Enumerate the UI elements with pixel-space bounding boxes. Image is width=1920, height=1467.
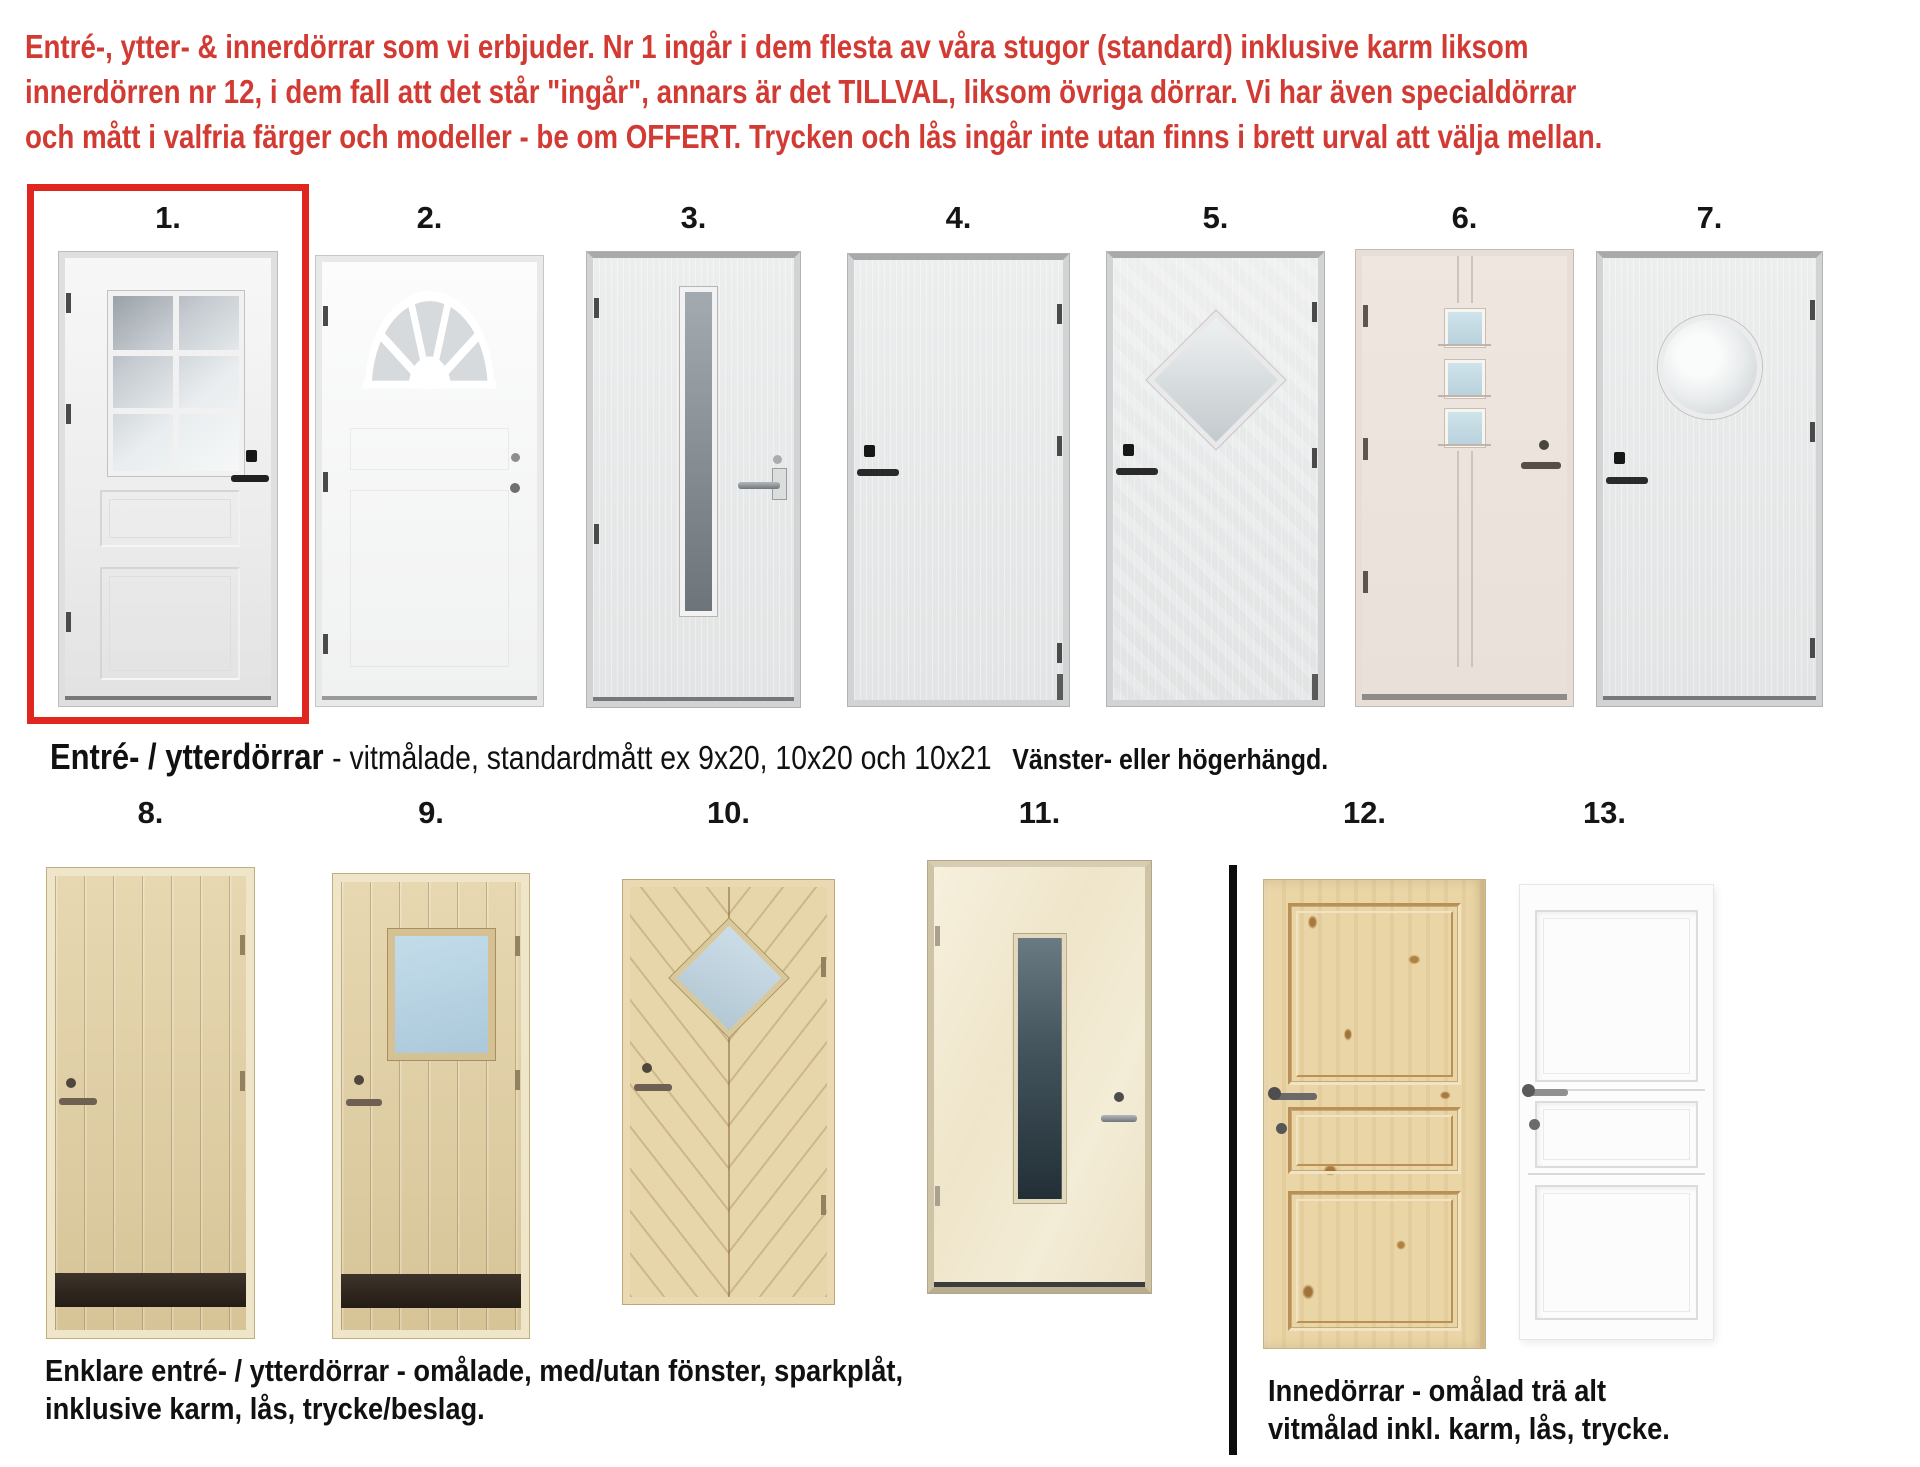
lock-icon [1276, 1123, 1287, 1134]
row2-caption-left [45, 1352, 1020, 1428]
lock-icon [864, 445, 875, 457]
intro-line-1: Entré-, ytter- & innerdörrar som vi erbjuder. Nr 1 ingår i dem flesta av våra stugor (standard) inklusive karm liksom [25, 28, 1529, 65]
door-12-image [1264, 880, 1485, 1348]
hinge-icon [1810, 300, 1815, 320]
lock-icon [1614, 452, 1625, 464]
door-11-number: 11. [1018, 795, 1061, 830]
row1-caption-title: Entré- / ytterdörrar [50, 736, 324, 777]
door-12-panel [1288, 1107, 1460, 1174]
hinge-icon [1057, 643, 1062, 663]
door-12-panel [1288, 1191, 1460, 1330]
hinge-icon [515, 936, 520, 956]
door-handle-icon [1116, 468, 1158, 475]
hinge-icon [935, 1186, 940, 1206]
hinge-icon [1810, 422, 1815, 442]
row2-caption-left-line2: inklusive karm, lås, trycke/beslag. [45, 1391, 485, 1426]
door-2-panel [350, 428, 509, 469]
lock-icon [511, 453, 520, 462]
door-10-image [623, 880, 834, 1304]
hinge-icon [66, 293, 71, 313]
door-3-number: 3. [680, 200, 707, 235]
row2-caption-right-line2: vitmålad inkl. karm, lås, trycke. [1268, 1411, 1670, 1446]
door-handle-icon [59, 1098, 97, 1105]
door-3-window [680, 287, 716, 616]
lock-icon [1539, 440, 1549, 450]
row2-caption-left-line1: Enklare entré- / ytterdörrar - omålade, med/utan fönster, sparkplåt, [45, 1353, 904, 1388]
door-13-image [1519, 884, 1714, 1340]
door-4-number: 4. [945, 200, 972, 235]
door-13-number: 13. [1582, 795, 1627, 830]
door-2-panel [350, 490, 509, 667]
row1-caption-note: Vänster- eller högerhängd. [1012, 744, 1329, 776]
door-handle-icon [1606, 477, 1648, 484]
hinge-icon [515, 1070, 520, 1090]
hinge-icon [1363, 305, 1368, 327]
door-6-window [1445, 309, 1485, 347]
door-handle-icon [346, 1099, 382, 1106]
door-10-number: 10. [706, 795, 751, 830]
fan-window [363, 288, 496, 389]
door-edge-mark [1057, 674, 1063, 700]
door-6-window [1445, 409, 1485, 447]
row2-caption-right [1268, 1372, 1725, 1448]
hinge-icon [66, 612, 71, 632]
hinge-icon [1057, 436, 1062, 456]
door-5-diamond-window [1146, 311, 1285, 450]
row2-caption-right-line1: Innedörrar - omålad trä alt [1268, 1373, 1607, 1408]
hinge-icon [1312, 448, 1317, 468]
door-2-image [316, 256, 543, 706]
door-12-panel [1288, 903, 1460, 1085]
intro-line-3: och mått i valfria färger och modeller - be om OFFERT. Trycken och lås ingår inte utan finns i brett urval att välja mellan. [25, 118, 1603, 155]
intro-line-2: innerdörren nr 12, i dem fall att det står "ingår", annars är det TILLVAL, liksom övriga dörrar. Vi har även specialdörrar [25, 73, 1577, 110]
threshold [934, 1282, 1145, 1287]
window-muntin [173, 296, 179, 471]
lock-icon [246, 450, 257, 462]
door-9-number: 9. [418, 795, 444, 830]
door-8-image [47, 868, 254, 1338]
door-5-image [1107, 252, 1324, 706]
door-1-panel [100, 567, 240, 679]
hinge-icon [1363, 571, 1368, 593]
door-knob-icon [510, 483, 520, 493]
hinge-icon [66, 404, 71, 424]
door-9-image [333, 874, 529, 1338]
door-2-number: 2. [416, 200, 443, 235]
window-sill [1438, 344, 1491, 346]
threshold [322, 696, 537, 700]
door-handle-icon [1101, 1115, 1137, 1122]
door-7-round-window [1658, 315, 1762, 419]
kick-plate [341, 1274, 521, 1308]
threshold [593, 697, 794, 701]
door-6-window [1445, 360, 1485, 398]
hinge-icon [594, 298, 599, 318]
door-handle-icon [738, 482, 780, 489]
hinge-icon [1312, 302, 1317, 322]
hinge-icon [1057, 304, 1062, 324]
threshold [65, 696, 271, 700]
hinge-icon [1810, 638, 1815, 658]
door-edge-mark [1312, 674, 1318, 700]
door-6-groove [1457, 256, 1473, 303]
door-8-number: 8. [137, 795, 164, 830]
hinge-icon [935, 926, 940, 946]
door-1-number: 1. [155, 200, 181, 235]
hinge-icon [323, 306, 328, 326]
door-1-image [59, 252, 277, 706]
kick-plate [55, 1273, 246, 1307]
door-handle-icon [634, 1084, 672, 1091]
window-muntin [113, 350, 239, 356]
door-handle-icon [857, 469, 899, 476]
hinge-icon [240, 935, 245, 955]
lock-icon [773, 455, 782, 464]
lock-icon [1114, 1092, 1124, 1102]
door-13-panel [1535, 910, 1697, 1082]
row1-caption [50, 736, 1328, 778]
hinge-icon [240, 1071, 245, 1091]
door-1-panel [100, 490, 240, 547]
hinge-icon [323, 634, 328, 654]
door-7-image [1597, 252, 1822, 706]
lock-icon [66, 1078, 76, 1088]
door-6-image [1356, 250, 1573, 706]
door-handle-icon [231, 475, 269, 482]
door-12-number: 12. [1342, 795, 1387, 830]
hinge-icon [821, 957, 826, 977]
window-sill [1438, 395, 1491, 397]
door-13-panel [1535, 1185, 1697, 1321]
door-13-panel [1535, 1101, 1697, 1169]
hinge-icon [821, 1195, 826, 1215]
door-11-image [928, 861, 1151, 1293]
threshold [1362, 694, 1567, 700]
threshold [1603, 696, 1816, 700]
door-handle-icon [1521, 462, 1561, 469]
window-muntin [113, 408, 239, 414]
row1-caption-description: - vitmålade, standardmått ex 9x20, 10x20 och 10x21 [332, 739, 992, 776]
door-4-image [848, 254, 1069, 706]
hinge-icon [1363, 438, 1368, 460]
hinge-icon [594, 524, 599, 544]
door-1-window [108, 291, 244, 476]
door-13-rail-line [1528, 1173, 1706, 1175]
door-3-image [587, 252, 800, 707]
door-6-groove [1457, 451, 1473, 666]
door-6-number: 6. [1451, 200, 1478, 235]
section-divider [1229, 865, 1237, 1455]
lock-icon [354, 1075, 364, 1085]
window-sill [1438, 444, 1491, 446]
intro-text [25, 24, 1903, 159]
door-5-number: 5. [1202, 200, 1229, 235]
lock-icon [1529, 1119, 1540, 1130]
handle-rose [1522, 1084, 1535, 1097]
door-9-window [388, 929, 496, 1059]
door-11-window [1013, 934, 1065, 1202]
hinge-icon [323, 472, 328, 492]
door-7-number: 7. [1696, 200, 1723, 235]
lock-icon [1123, 444, 1134, 456]
